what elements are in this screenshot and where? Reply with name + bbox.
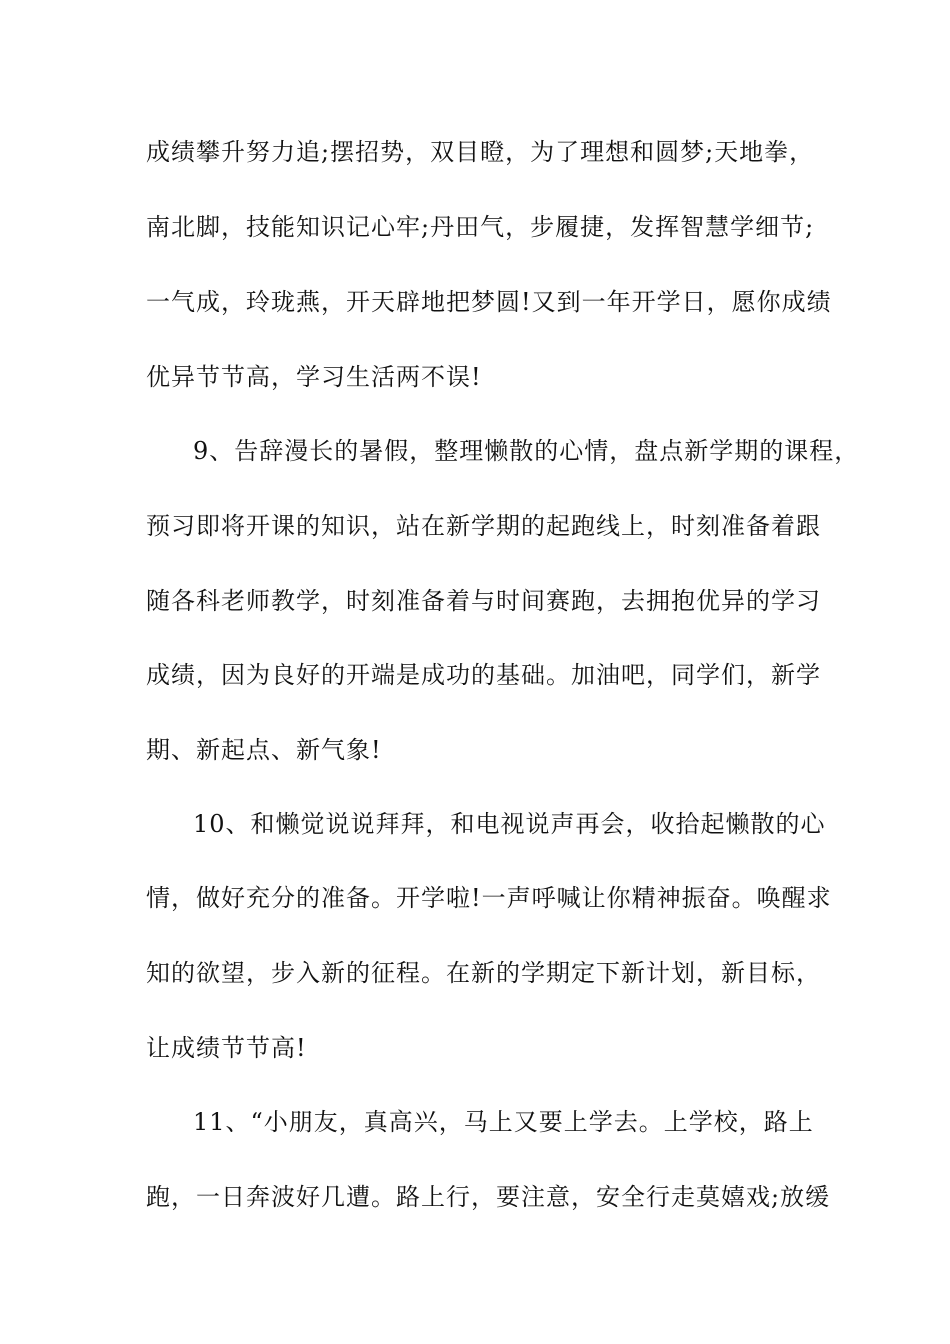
text-line: 情，做好充分的准备。开学啦!一声呼喊让你精神振奋。唤醒求 [146,884,832,912]
text-line: 期、新起点、新气象! [146,736,382,764]
text-line: 随各科老师教学，时刻准备着与时间赛跑，去拥抱优异的学习 [146,587,821,615]
text-line: 一气成，玲珑燕，开天辟地把梦圆!又到一年开学日，愿你成绩 [146,288,832,316]
text-line: 跑，一日奔波好几遭。路上行，要注意，安全行走莫嬉戏;放缓 [146,1183,831,1211]
text-line: 成绩攀升努力追;摆招势，双目瞪，为了理想和圆梦;天地拳， [146,138,815,166]
text-line: 知的欲望，步入新的征程。在新的学期定下新计划，新目标， [146,959,821,987]
text-line: 优异节节高，学习生活两不误! [146,363,482,391]
paragraph-start-line: 10、和懒觉说说拜拜，和电视说声再会，收拾起懒散的心 [193,810,826,838]
text-line: 南北脚，技能知识记心牢;丹田气，步履捷，发挥智慧学细节; [146,213,815,241]
text-line: 预习即将开课的知识，站在新学期的起跑线上，时刻准备着跟 [146,512,821,540]
paragraph-start-line: 11、“小朋友，真高兴，马上又要上学去。上学校，路上 [193,1108,814,1136]
text-line: 成绩，因为良好的开端是成功的基础。加油吧，同学们，新学 [146,661,821,689]
paragraph-start-line: 9、告辞漫长的暑假，整理懒散的心情，盘点新学期的课程， [193,437,860,465]
text-line: 让成绩节节高! [146,1034,307,1062]
